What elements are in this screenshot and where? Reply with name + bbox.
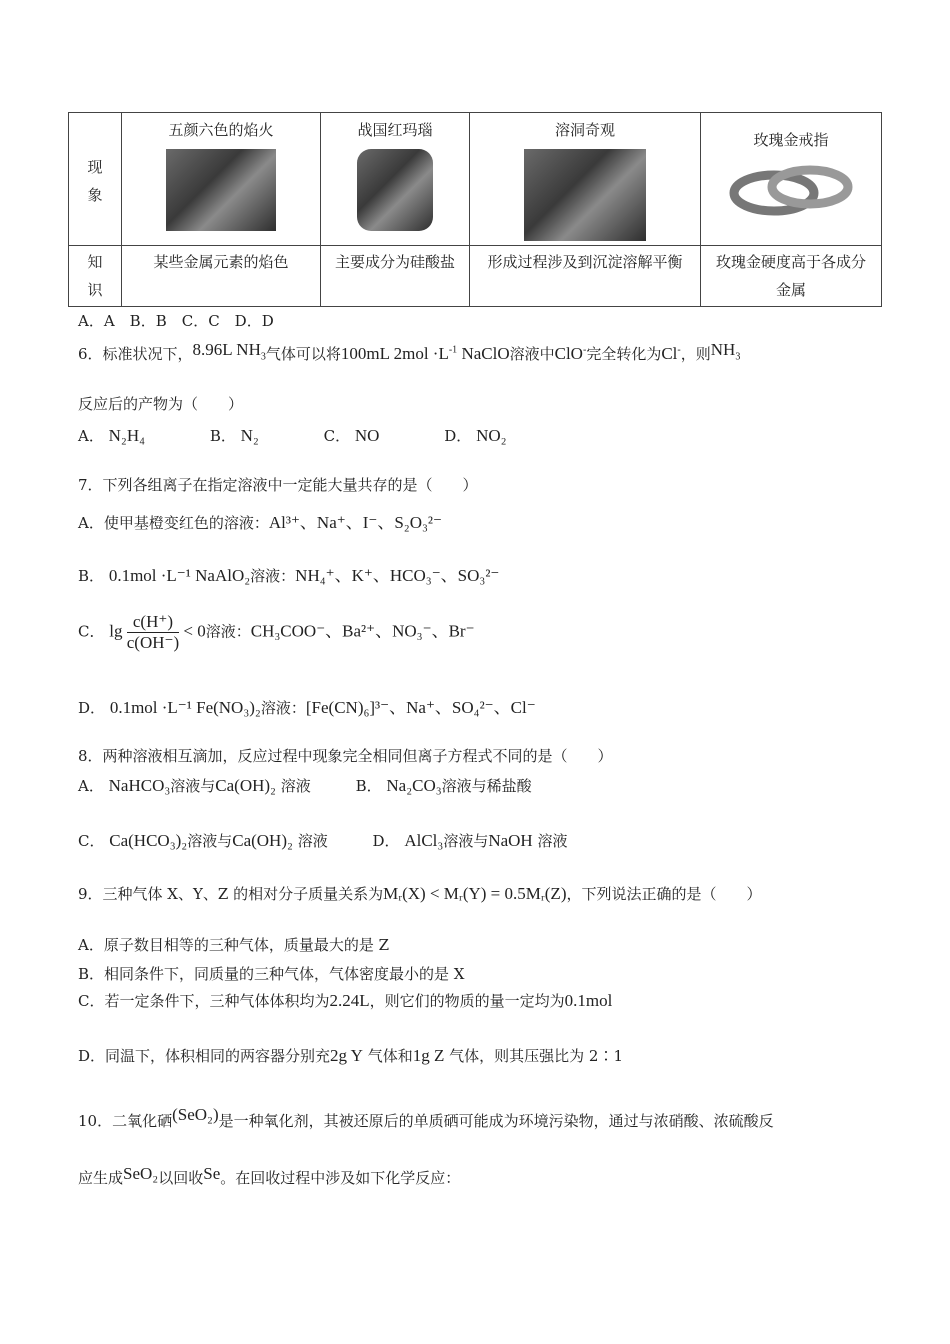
q6-options: A． N₂H₄ B． N₂ C． NO D． NO₂ [78, 426, 507, 445]
q9-option-d: D．同温下，体积相同的两容器分别充2g Y 气体和1g Z 气体，则其压强比为 2∶1 [78, 1046, 624, 1065]
q7-option-c: C． lg $\frac{c(H^+)}{c(OH^-)}$ < 0溶液：CH₃COO⁻、Ba²⁺、NO₃⁻、Br⁻ [78, 612, 475, 652]
q7-option-d: D． 0.1mol ·L⁻¹ Fe(NO₃)₂溶液：[Fe(CN)₆]³⁻、Na⁺、SO₄²⁻、Cl⁻ [78, 698, 536, 717]
q10-stem-cont: 应生成SeO₂以回收Se。在回收过程中涉及如下化学反应： [78, 1164, 461, 1187]
q9-option-a: A．原子数目相等的三种气体，质量最大的是 Z [78, 936, 390, 954]
agate-title: 战国红玛瑙 [357, 121, 433, 139]
q9-stem: 9．三种气体 X、Y、Z 的相对分子质量关系为Mᵣ(X) < Mᵣ(Y) = 0.5Mᵣ(Z)，下列说法正确的是（ ） [78, 884, 762, 903]
q8-options-ab: A． NaHCO₃溶液与Ca(OH)₂ 溶液 B． Na₂CO₃溶液与稀盐酸 [78, 776, 532, 795]
q7c-fraction: lg $\frac{c(H^+)}{c(OH^-)}$ < 0 [109, 612, 206, 652]
fireworks-title: 五颜六色的焰火 [168, 121, 274, 139]
q10-stem: 10．二氧化硒(SeO₂)是一种氧化剂，其被还原后的单质硒可能成为环境污染物，通过与浓硝酸、浓硫酸反 [78, 1105, 774, 1130]
knowledge-fireworks: 某些金属元素的焰色 [122, 246, 321, 307]
q6-stem-cont: 反应后的产物为（ ） [78, 395, 244, 413]
rose-gold-rings-photo [726, 159, 856, 221]
row-head-phenomenon: 现象 [69, 113, 122, 246]
q7-stem: 7．下列各组离子在指定溶液中一定能大量共存的是（ ） [78, 476, 478, 494]
q7-option-a: A．使甲基橙变红色的溶液：Al³⁺、Na⁺、I⁻、S₂O₃²⁻ [78, 513, 442, 532]
q6-stem: 6．标准状况下，8.96L $NH_3$气体可以将100mL $2mol \cdot L^{-1}$ NaClO溶液中ClO-完全转化为Cl-，则$NH_3$ [78, 340, 741, 363]
col-fireworks [122, 113, 321, 246]
cave-title: 溶洞奇观 [554, 121, 615, 139]
q8-options-cd: C． Ca(HCO₃)₂溶液与Ca(OH)₂ 溶液 D． AlCl₃溶液与NaOH 溶液 [78, 831, 568, 850]
q8-stem: 8．两种溶液相互滴加，反应过程中现象完全相同但离子方程式不同的是（ ） [78, 747, 613, 765]
q7-option-b: B． 0.1mol ·L⁻¹ NaAlO₂溶液：NH₄⁺、K⁺、HCO₃⁻、SO₃²⁻ [78, 566, 500, 585]
row-head-knowledge: 知识 [69, 246, 122, 307]
knowledge-rings: 玫瑰金硬度高于各成分金属 [701, 246, 882, 307]
col-rings [701, 113, 882, 246]
fireworks-photo [166, 149, 276, 231]
karst-cave-photo [524, 149, 646, 241]
col-agate [321, 113, 470, 246]
q9-option-c: C．若一定条件下，三种气体体积均为2.24L，则它们的物质的量一定均为0.1mol [78, 991, 613, 1010]
phenomena-table [68, 112, 882, 307]
knowledge-agate: 主要成分为硅酸盐 [321, 246, 470, 307]
rings-title: 玫瑰金戒指 [753, 131, 829, 149]
agate-photo [357, 149, 433, 231]
col-cave [470, 113, 701, 246]
knowledge-cave: 形成过程涉及到沉淀溶解平衡 [470, 246, 701, 307]
q5-options: A．A B．B C．C D．D [78, 312, 274, 330]
q9-option-b: B．相同条件下，同质量的三种气体，气体密度最小的是 X [78, 965, 465, 983]
